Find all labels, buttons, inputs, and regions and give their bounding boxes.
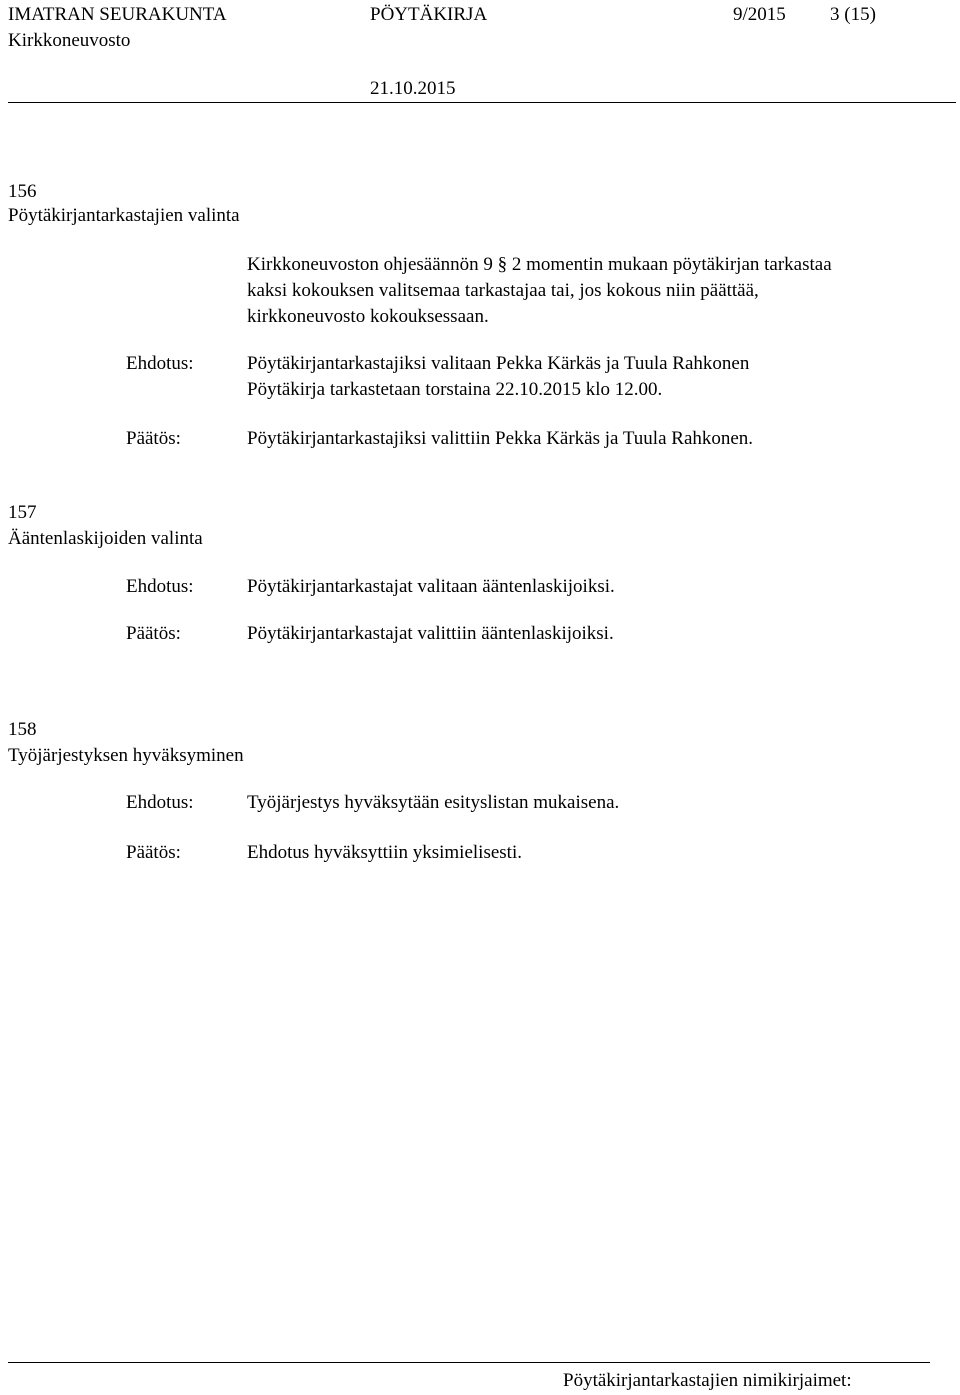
signature-initials-label: Pöytäkirjantarkastajien nimikirjaimet: [563, 1370, 852, 1391]
header-divider [8, 102, 956, 103]
proposal-label: Ehdotus: [126, 792, 194, 813]
decision-label: Päätös: [126, 428, 181, 449]
decision-label: Päätös: [126, 842, 181, 863]
org-name: IMATRAN SEURAKUNTA [8, 4, 227, 25]
item-number: 158 [8, 719, 37, 740]
proposal-label: Ehdotus: [126, 576, 194, 597]
body-name: Kirkkoneuvosto [8, 30, 131, 51]
footer-divider [8, 1362, 930, 1363]
proposal-text: Pöytäkirja tarkastetaan torstaina 22.10.2015 klo 12.00. [247, 379, 663, 400]
decision-text: Ehdotus hyväksyttiin yksimielisesti. [247, 842, 522, 863]
intro-line: Kirkkoneuvoston ohjesäännön 9 § 2 momentin mukaan pöytäkirjan tarkastaa [247, 254, 832, 275]
proposal-label: Ehdotus: [126, 353, 194, 374]
proposal-text: Pöytäkirjantarkastajiksi valitaan Pekka Kärkäs ja Tuula Rahkonen [247, 353, 750, 374]
decision-text: Pöytäkirjantarkastajat valittiin ääntenlaskijoiksi. [247, 623, 614, 644]
proposal-text: Pöytäkirjantarkastajat valitaan ääntenlaskijoiksi. [247, 576, 615, 597]
decision-label: Päätös: [126, 623, 181, 644]
item-title: Ääntenlaskijoiden valinta [8, 528, 203, 549]
intro-line: kirkkoneuvosto kokouksessaan. [247, 306, 489, 327]
proposal-text: Työjärjestys hyväksytään esityslistan mukaisena. [247, 792, 620, 813]
item-title: Pöytäkirjantarkastajien valinta [8, 205, 240, 226]
decision-text: Pöytäkirjantarkastajiksi valittiin Pekka Kärkäs ja Tuula Rahkonen. [247, 428, 754, 449]
intro-line: kaksi kokouksen valitsemaa tarkastajaa tai, jos kokous niin päättää, [247, 280, 759, 301]
document-type: PÖYTÄKIRJA [370, 4, 488, 25]
page-number: 3 (15) [830, 4, 876, 25]
item-number: 156 [8, 181, 37, 202]
item-title: Työjärjestyksen hyväksyminen [8, 745, 244, 766]
minutes-number: 9/2015 [733, 4, 786, 25]
item-number: 157 [8, 502, 37, 523]
meeting-date: 21.10.2015 [370, 78, 456, 99]
